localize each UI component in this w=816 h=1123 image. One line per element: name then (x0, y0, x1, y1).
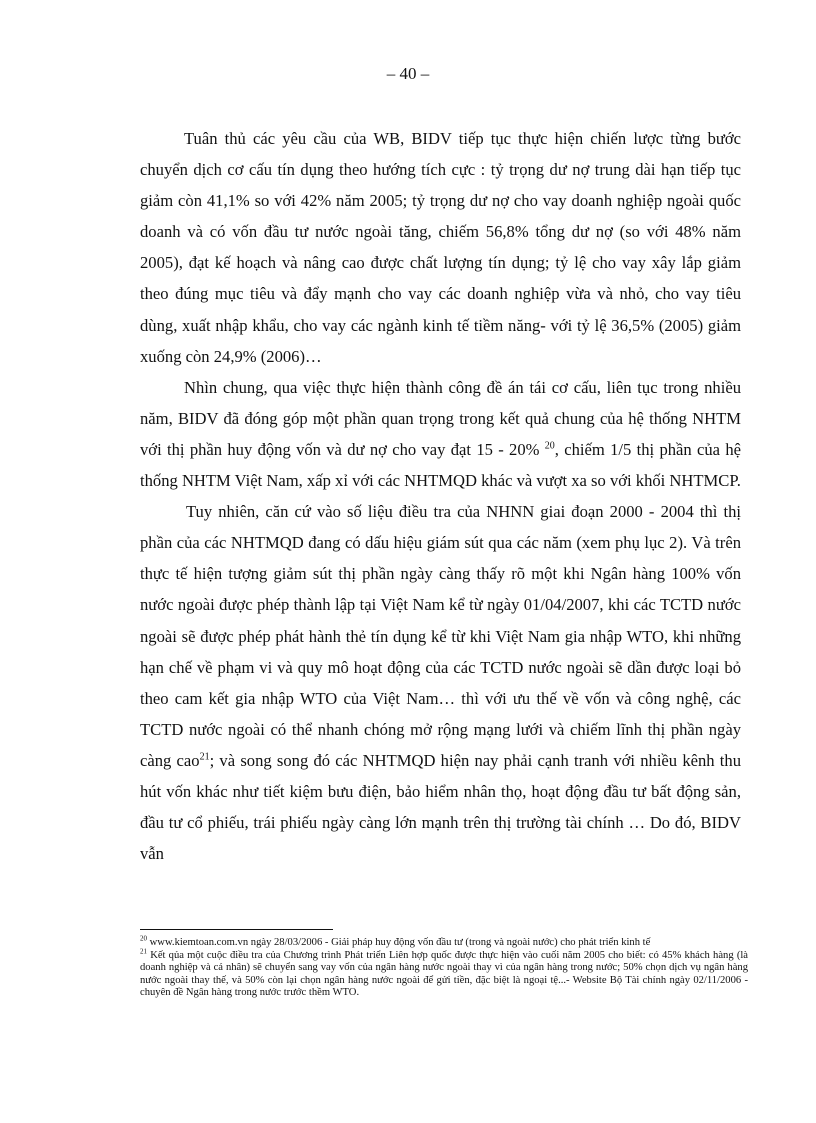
paragraph-3-text-before: Tuy nhiên, căn cứ vào số liệu điều tra của NHNN giai đoạn 2000 - 2004 thì thị phần của các NHTMQD đang có dấu hiệu giám sút qua các năm (xem phụ lục 2). Và trên thực tế hiện tượng giảm sút thị phần ngày càng thấy rõ một khi Ngân hàng 100% vốn nước ngoài được phép thành lập tại Việt Nam kể từ ngày 01/04/2007, khi các TCTD nước ngoài sẽ được phép phát hành thẻ tín dụng kể từ khi Việt Nam gia nhập WTO, khi những hạn chế về phạm vi và quy mô hoạt động của các TCTD nước ngoài sẽ dần được loại bỏ theo cam kết gia nhập WTO của Việt Nam… thì với ưu thế về vốn và công nghệ, các TCTD nước ngoài có thể nhanh chóng mở rộng mạng lưới và chiếm lĩnh thị phần ngày càng cao (140, 502, 741, 770)
footnote-20-text: www.kiemtoan.com.vn ngày 28/03/2006 - Giải pháp huy động vốn đầu tư (trong và ngoài nước) cho phát triển kinh tế (149, 937, 651, 948)
footnote-ref-20[interactable]: 20 (544, 440, 555, 452)
paragraph-2-text-after: , chiếm 1/5 thị phần của hệ thống NHTM Việt Nam, xấp xỉ với các NHTMQD khác và vượt xa so với khối NHTMCP. (140, 439, 741, 491)
paragraph-3 (140, 496, 741, 869)
footnote-ref-21[interactable]: 21 (199, 751, 210, 763)
footnote-20 (140, 934, 748, 950)
paragraph-3-text-after: ; và song song đó các NHTMQD hiện nay phải cạnh tranh với nhiều kênh thu hút vốn khác như tiết kiệm bưu điện, bảo hiểm nhân thọ, hoạt động đầu tư bất động sản, đầu tư cổ phiếu, trái phiếu ngày càng lớn mạnh trên thị trường tài chính … Do đó, BIDV vẫn (140, 750, 742, 864)
footnote-21-text: Kết qủa một cuộc điều tra của Chương trình Phát triển Liên hợp quốc được thực hiện vào cuối năm 2005 cho biết: có 45% khách hàng (là doanh nghiệp và cá nhân) sẽ chuyển sang vay vốn của ngân hàng nước ngoài thay vì của ngân hàng trong nước; 50% chọn dịch vụ ngân hàng nước ngoài thay thế, và 50% còn lại chọn ngân hàng nước ngoài để gửi tiền, đặc biệt là ngoại tệ...- Website Bộ Tài chính ngày 02/11/2006 - chuyên đề Ngân hàng trong nước trước thềm WTO. (140, 949, 748, 999)
footnote-21 (140, 947, 748, 1000)
footnotes (140, 934, 748, 1000)
body-text (140, 123, 741, 869)
paragraph-1: Tuân thủ các yêu cầu của WB, BIDV tiếp tục thực hiện chiến lược từng bước chuyển dịch cơ cấu tín dụng theo hướng tích cực : tỷ trọng dư nợ trung dài hạn tiếp tục giảm còn 41,1% so với 42% năm 2005; tỷ trọng dư nợ cho vay doanh nghiệp ngoài quốc doanh và có vốn đầu tư nước ngoài tăng, chiếm 56,8% tổng dư nợ (so với 48% năm 2005), đạt kế hoạch và nâng cao được chất lượng tín dụng; tỷ lệ cho vay xây lắp giảm theo đúng mục tiêu và đẩy mạnh cho vay các doanh nghiệp vừa và nhỏ, cho vay tiêu dùng, xuất nhập khẩu, cho vay các ngành kinh tế tiềm năng- với tỷ lệ 36,5% (2005) giảm xuống còn 24,9% (2006)… (140, 129, 741, 366)
paragraph-2-text-before: Nhìn chung, qua việc thực hiện thành công đề án tái cơ cấu, liên tục trong nhiều năm, BIDV đã đóng góp một phần quan trọng trong kết quả chung của hệ thống NHTM với thị phần huy động vốn và dư nợ cho vay đạt 15 - 20% (140, 377, 741, 459)
footnote-21-number: 21 (140, 947, 147, 956)
footnote-20-number: 20 (140, 934, 147, 943)
page-number: – 40 – (386, 64, 430, 83)
paragraph-2 (140, 372, 741, 496)
footnote-separator (140, 929, 333, 930)
